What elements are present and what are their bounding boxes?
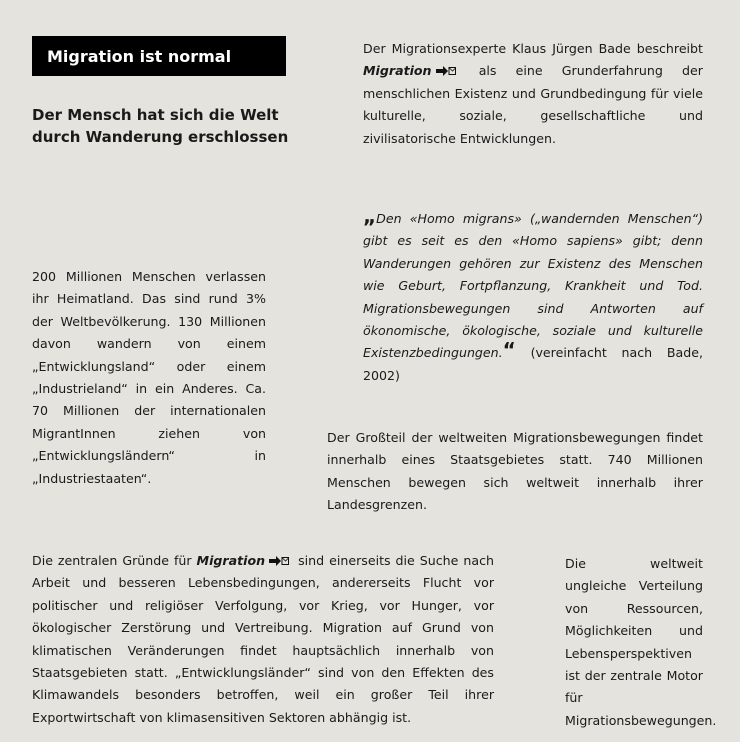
sidebar-note — [565, 553, 717, 732]
glossary-arrow-icon[interactable] — [436, 66, 456, 76]
quote-text: Den «Homo migrans» („wandernden Menschen“) gibt es seit es den «Homo sapiens» gibt; denn Wanderungen gehören zur Existenz des Menschen wie Geburt, Fortpflanzung, Krankheit und Tod. Migrationsbewegungen sind Antworten auf ökonomische, ökologische, soziale und kulturelle Existenzbedingungen. — [363, 211, 703, 361]
tagline-text: Migration ist normal — [47, 46, 232, 66]
glossary-term-migration[interactable]: Migration — [363, 63, 432, 79]
section-tagline — [32, 36, 286, 76]
reasons-text-before: Die zentralen Gründe für — [32, 553, 192, 568]
reasons-text-after: sind einerseits die Suche nach Arbeit und besseren Lebensbedingungen, andererseits Flucht vor politischer und religiöser Verfolgung, vor Krieg, vor Hunger, vor ökologischer Zerstörung und Vertreibung. Migration auf Grund von klimatischen Veränderungen findet hauptsächlich innerhalb von Staatsgebieten statt. „Entwicklungsländer“ sind von den Effekten des Klimawandels besonders betroffen, weil ein großer Teil ihrer Exportwirtschaft von klimasensitiven Sektoren abhängig ist. — [32, 553, 494, 725]
stats-left-paragraph — [32, 266, 266, 490]
page-headline — [32, 104, 322, 148]
intro-text-after: als eine Grunderfahrung der menschlichen Existenz und Grundbedingung für viele kulturelle, soziale, gesellschaftliche und zivilisatorische Entwicklungen. — [363, 63, 703, 146]
intro-paragraph — [363, 38, 703, 150]
stats-right-paragraph — [327, 427, 703, 517]
quote-source: (vereinfacht nach Bade, 2002) — [363, 345, 703, 383]
headline-line-1: Der Mensch hat sich die Welt — [32, 106, 279, 124]
quote-close-mark: “ — [502, 338, 516, 363]
stats-left-text: 200 Millionen Menschen verlassen ihr Heimatland. Das sind rund 3% der Weltbevölkerung. 130 Millionen davon wandern von einem „Entwicklungsland“ oder einem „Industrieland“ in ein Anderes. Ca. 70 Millionen der internationalen MigrantInnen ziehen von „Entwicklungsländern“ in „Industriestaaten“. — [32, 269, 266, 486]
stats-right-text: Der Großteil der weltweiten Migrationsbewegungen findet innerhalb eines Staatsgebietes statt. 740 Millionen Menschen bewegen sich weltweit innerhalb ihrer Landesgrenzen. — [327, 430, 703, 513]
sidebar-note-text: Die weltweit ungleiche Verteilung von Ressourcen, Möglichkeiten und Lebensperspektiven ist der zentrale Motor für Migrationsbewegungen. — [565, 556, 717, 728]
bade-quote — [363, 204, 703, 387]
glossary-term-migration-2[interactable]: Migration — [196, 553, 266, 568]
intro-text-before: Der Migrationsexperte Klaus Jürgen Bade beschreibt — [363, 41, 703, 56]
reasons-paragraph — [32, 550, 494, 729]
glossary-arrow-icon-2[interactable] — [269, 556, 289, 566]
headline-line-2: durch Wanderung erschlossen — [32, 128, 289, 146]
quote-open-mark: „ — [363, 204, 377, 228]
